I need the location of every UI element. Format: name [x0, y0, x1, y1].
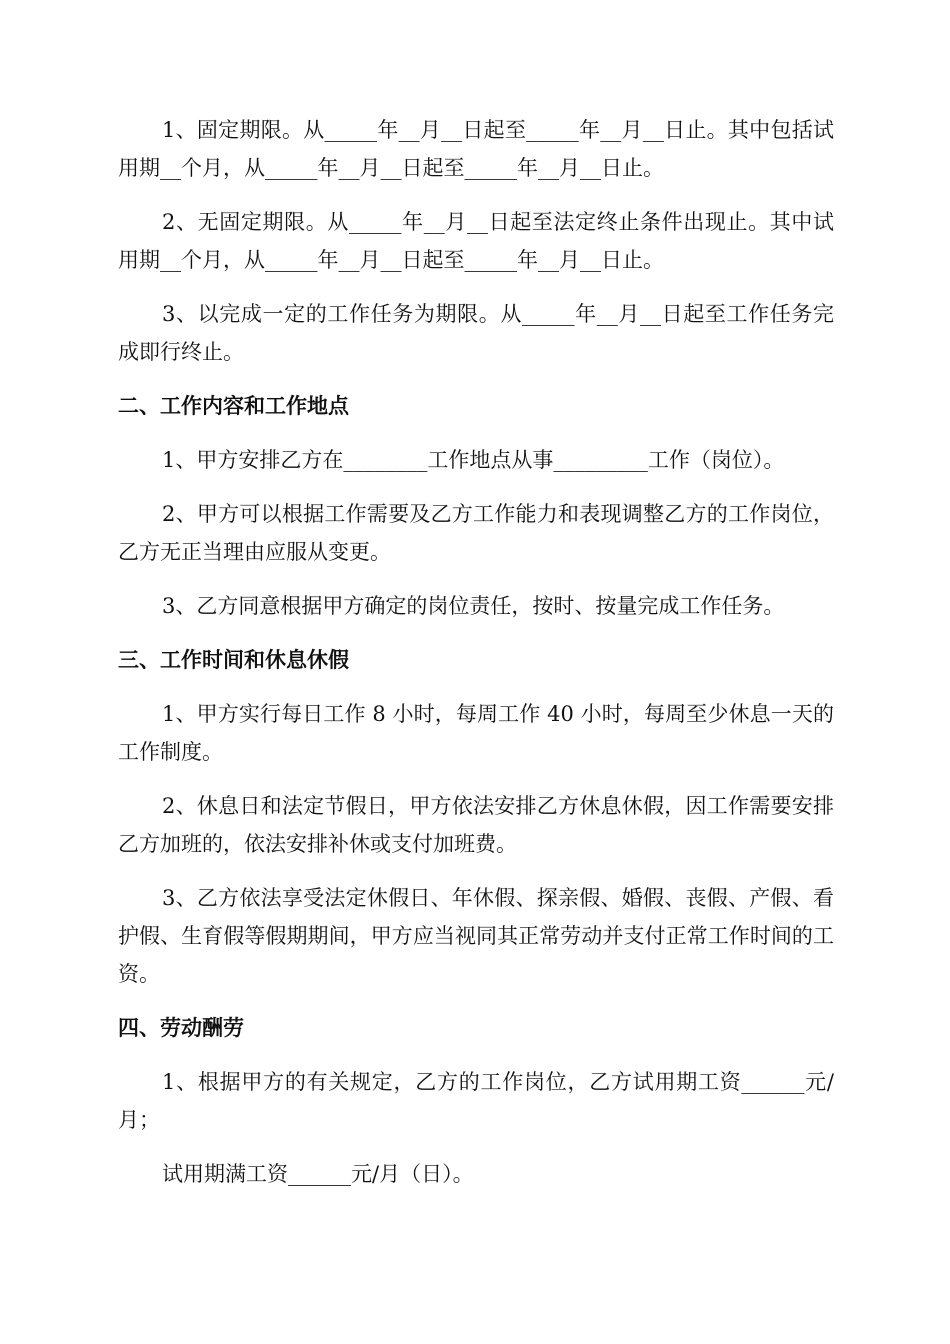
section-heading-work-content: 二、工作内容和工作地点 — [118, 393, 349, 418]
document-body — [118, 111, 834, 1209]
term-fixed-paragraph: 1、固定期限。从_____年__月__日起至_____年__月__日止。其中包括试用期__个月，从_____年__月__日起至_____年__月__日止。 — [118, 118, 834, 180]
overtime-paragraph: 2、休息日和法定节假日，甲方依法安排乙方休息休假，因工作需要安排乙方加班的，依法安排补休或支付加班费。 — [118, 794, 834, 856]
section-heading-remuneration: 四、劳动酬劳 — [118, 1015, 244, 1040]
work-location-paragraph: 1、甲方安排乙方在________工作地点从事_________工作（岗位）。 — [162, 448, 785, 472]
probation-salary-paragraph: 1、根据甲方的有关规定，乙方的工作岗位，乙方试用期工资______元/月； — [118, 1070, 834, 1132]
leave-paragraph: 3、乙方依法享受法定休假日、年休假、探亲假、婚假、丧假、产假、看护假、生育假等假期期间，甲方应当视同其正常劳动并支付正常工作时间的工资。 — [118, 886, 834, 986]
position-adjustment-paragraph: 2、甲方可以根据工作需要及乙方工作能力和表现调整乙方的工作岗位，乙方无正当理由应服从变更。 — [118, 502, 834, 564]
section-heading-work-hours: 三、工作时间和休息休假 — [118, 647, 349, 672]
regular-salary-paragraph: 试用期满工资______元/月（日）。 — [162, 1162, 474, 1186]
work-hours-paragraph: 1、甲方实行每日工作 8 小时，每周工作 40 小时，每周至少休息一天的工作制度。 — [118, 702, 834, 764]
term-task-based-paragraph: 3、以完成一定的工作任务为期限。从_____年__月__日起至工作任务完成即行终止。 — [118, 302, 834, 364]
term-open-ended-paragraph: 2、无固定期限。从_____年__月__日起至法定终止条件出现止。其中试用期__个月，从_____年__月__日起至_____年__月__日止。 — [118, 210, 834, 272]
task-completion-paragraph: 3、乙方同意根据甲方确定的岗位责任，按时、按量完成工作任务。 — [162, 594, 785, 618]
